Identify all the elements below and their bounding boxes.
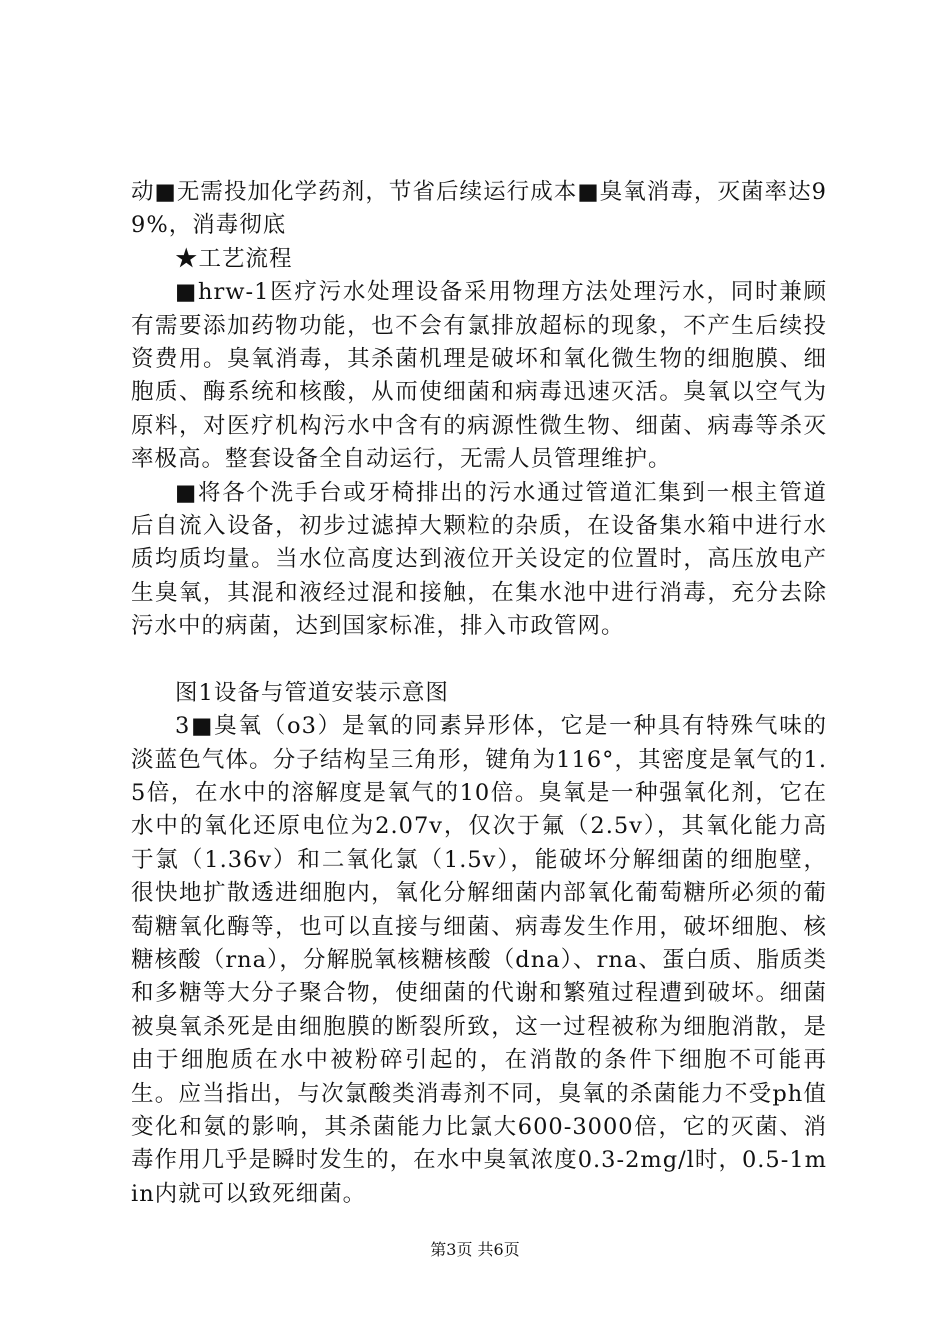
paragraph-equipment-overview: ■hrw-1医疗污水处理设备采用物理方法处理污水，同时兼顾有需要添加药物功能，也不会有氯排放超标的现象，不产生后续投资费用。臭氧消毒，其杀菌机理是破坏和氧化微生物的细胞膜、细胞质、酶系统和核酸，从而使细菌和病毒迅速灭活。臭氧以空气为原料，对医疗机构污水中含有的病源性微生物、细菌、病毒等杀灭率极高。整套设备全自动运行，无需人员管理维护。: [131, 279, 827, 473]
section-heading-process-flow: ★工艺流程: [175, 245, 293, 272]
document-body: [131, 176, 827, 1211]
figure-caption: 图1设备与管道安装示意图: [175, 679, 449, 706]
paragraph-benefits-continued: 动■无需投加化学药剂，节省后续运行成本■臭氧消毒，灭菌率达99%，消毒彻底: [131, 179, 827, 239]
paragraph-spacer: [131, 644, 827, 677]
paragraph-ozone-properties: 3■臭氧（o3）是氧的同素异形体，它是一种具有特殊气味的淡蓝色气体。分子结构呈三角形，键角为116°，其密度是氧气的1.5倍，在水中的溶解度是氧气的10倍。臭氧是一种强氧化剂，它在水中的氧化还原电位为2.07v，仅次于氟（2.5v），其氧化能力高于氯（1.36v）和二氧化氯（1.5v），能破坏分解细菌的细胞壁，很快地扩散透进细胞内，氧化分解细菌内部氧化葡萄糖所必须的葡萄糖氧化酶等，也可以直接与细菌、病毒发生作用，破坏细胞、核糖核酸（rna），分解脱氧核糖核酸（dna）、rna、蛋白质、脂质类和多糖等大分子聚合物，使细菌的代谢和繁殖过程遭到破坏。细菌被臭氧杀死是由细胞膜的断裂所致，这一过程被称为细胞消散，是由于细胞质在水中被粉碎引起的，在消散的条件下细胞不可能再生。应当指出，与次氯酸类消毒剂不同，臭氧的杀菌能力不受ph值变化和氨的影响，其杀菌能力比氯大600-3000倍，它的灭菌、消毒作用几乎是瞬时发生的，在水中臭氧浓度0.3-2mg/l时，0.5-1min内就可以致死细菌。: [131, 713, 827, 1207]
paragraph-process-description: ■将各个洗手台或牙椅排出的污水通过管道汇集到一根主管道后自流入设备，初步过滤掉大颗粒的杂质，在设备集水箱中进行水质均质均量。当水位高度达到液位开关设定的位置时，高压放电产生臭氧，其混和液经过混和接触，在集水池中进行消毒，充分去除污水中的病菌，达到国家标准，排入市政管网。: [131, 479, 827, 640]
page-number-footer: 第3页 共6页: [430, 1240, 520, 1259]
